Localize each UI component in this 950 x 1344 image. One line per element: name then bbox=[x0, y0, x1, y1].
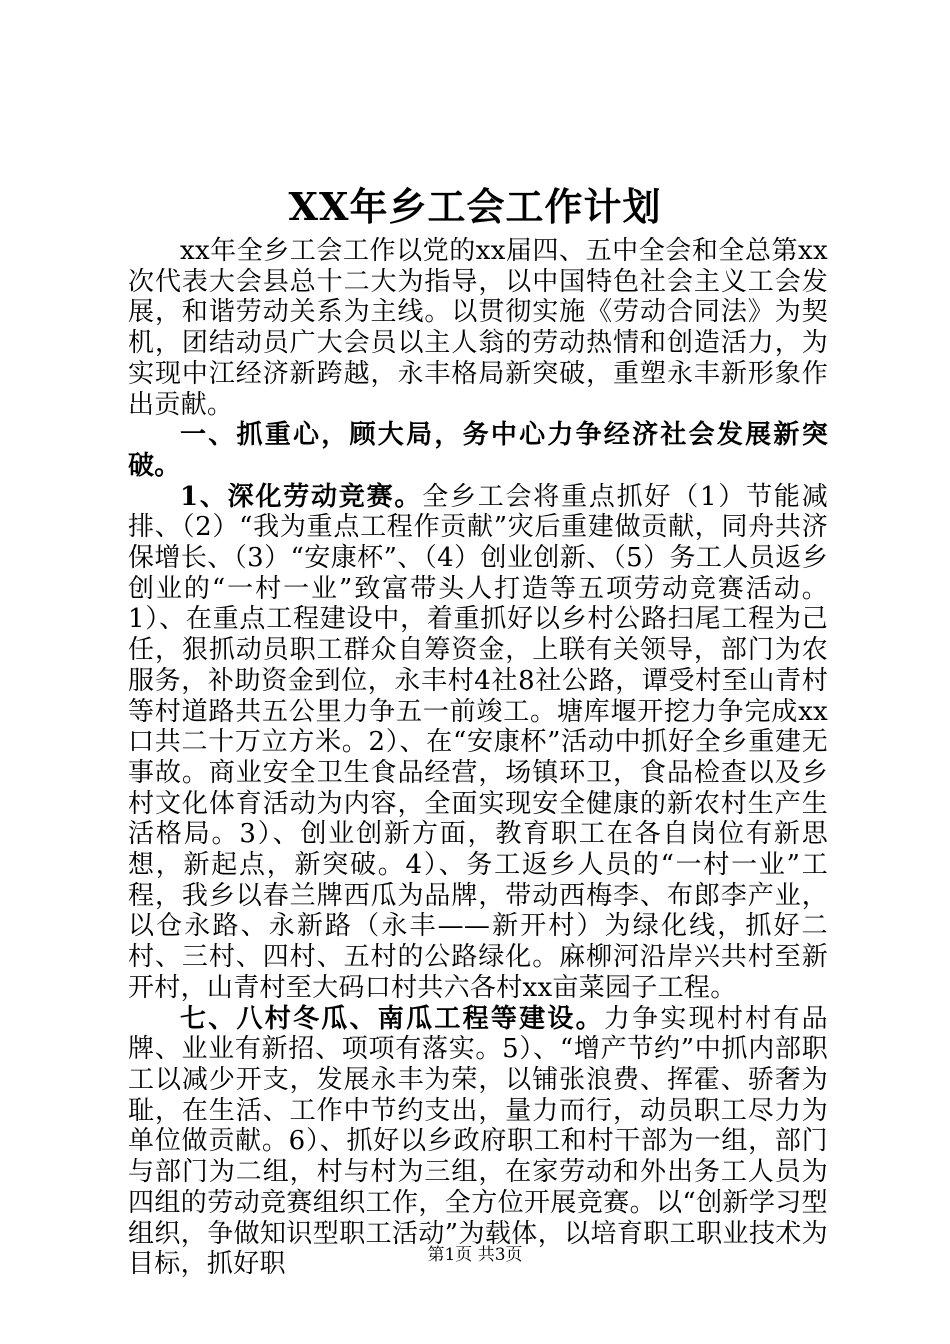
paragraph-body: 全乡工会将重点抓好（1）节能减排、（2）“我为重点工程作贡献”灾后重建做贡献，同舟共济保增长、（3）“安康杯”、（4）创业创新、（5）务工人员返乡创业的“一村一业”致富带头人打造等五项劳动竞赛活动。1）、在重点工程建设中，着重抓好以乡村公路扫尾工程为己任，狠抓动员职工群众自筹资金，上联有关领导，部门为农服务，补助资金到位，永丰村4社8社公路，谭受村至山青村等村道路共五公里力争五一前竣工。塘库堰开挖力争完成xx口共二十万立方米。2）、在“安康杯”活动中抓好全乡重建无事故。商业安全卫生食品经营，场镇环卫，食品检查以及乡村文化体育活动为内容，全面实现安全健康的新农村生产生活格局。3）、创业创新方面，教育职工在各自岗位有新思想，新起点，新突破。4）、务工返乡人员的“一村一业”工程，我乡以春兰牌西瓜为品牌，带动西梅李、布郎李产业，以仓永路、永新路（永丰——新开村）为绿化线，抓好二村、三村、四村、五村的公路绿化。麻柳河沿岸兴共村至新开村，山青村至大码口村共六各村xx亩菜园子工程。 bbox=[128, 481, 829, 1003]
intro-paragraph: xx年全乡工会工作以党的xx届四、五中全会和全总第xx次代表大会县总十二大为指导，以中国特色社会主义工会发展，和谐劳动关系为主线。以贯彻实施《劳动合同法》为契机，团结动员广大会员以主人翁的劳动热情和创造活力，为实现中江经济新跨越，永丰格局新突破，重塑永丰新形象作出贡献。 bbox=[128, 236, 828, 420]
paragraph-lead: 七、八村冬瓜、南瓜工程等建设。 bbox=[180, 1003, 604, 1034]
page-footer: 第1页 共3页 bbox=[427, 1245, 523, 1265]
paragraph-labor-competition bbox=[128, 482, 828, 1004]
paragraph-lead: 1、深化劳动竞赛。 bbox=[180, 481, 423, 512]
paragraph-village-projects bbox=[128, 1004, 828, 1280]
paragraph-body: 力争实现村村有品牌、业业有新招、项项有落实。5）、“增产节约”中抓内部职工以减少开支，发展永丰为荣，以铺张浪费、挥霍、骄奢为耻，在生活、工作中节约支出，量力而行，动员职工尽力为单位做贡献。6）、抓好以乡政府职工和村干部为一组，部门与部门为二组，村与村为三组，在家劳动和外出务工人员为四组的劳动竞赛组织工作，全方位开展竞赛。以“创新学习型组织，争做知识型职工活动”为载体，以培育职工职业技术为目标，抓好职 bbox=[128, 1003, 828, 1280]
document-body bbox=[128, 236, 828, 1280]
section-heading: 一、抓重心，顾大局，务中心力争经济社会发展新突破。 bbox=[128, 420, 828, 481]
document-title: XX年乡工会工作计划 bbox=[288, 184, 662, 229]
